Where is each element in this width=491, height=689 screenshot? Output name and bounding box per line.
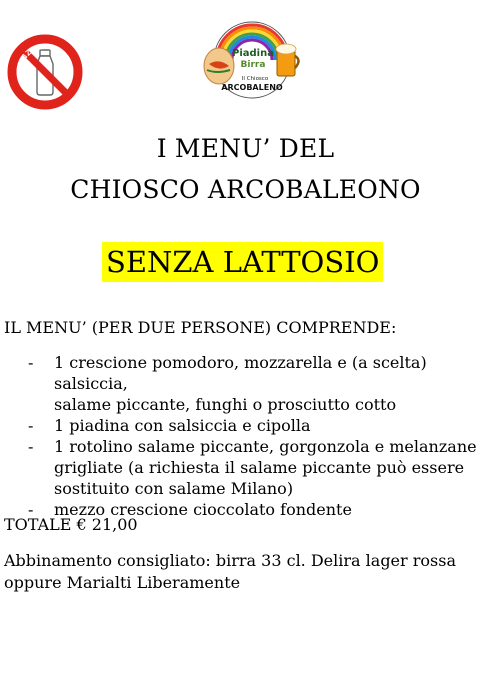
- menu-item-line: sostituito con salame Milano): [54, 479, 294, 498]
- total-price: TOTALE € 21,00: [4, 515, 138, 534]
- logo-name-line1: Piadina: [232, 48, 274, 59]
- logo-small-text: Il Chiosco: [241, 76, 269, 82]
- page-title-line2: CHIOSCO ARCOBALEONO: [70, 175, 421, 204]
- menu-item: [0, 415, 491, 436]
- logo-brand: ARCOBALENO: [221, 83, 283, 92]
- menu-item-text: [54, 436, 488, 499]
- menu-item-line: 1 rotolino salame piccante, gorgonzola e melanzane: [54, 437, 477, 456]
- menu-item: [0, 436, 491, 499]
- menu-item-text: [54, 352, 488, 415]
- rainbow-piadina-beer-logo: [197, 14, 307, 100]
- pairing-line: oppure Marialti Liberamente: [4, 573, 241, 592]
- menu-item-line: grigliate (a richiesta il salame piccante può essere: [54, 458, 465, 477]
- menu-heading: IL MENU’ (PER DUE PERSONE) COMPRENDE:: [4, 318, 397, 337]
- menu-item-line: 1 crescione pomodoro, mozzarella e (a scelta) salsiccia,: [54, 353, 427, 393]
- list-dash: -: [28, 437, 34, 456]
- logo-name-line2: Birra: [240, 60, 266, 70]
- menu-item-line: mezzo crescione cioccolato fondente: [54, 500, 352, 519]
- list-dash: -: [28, 416, 34, 435]
- page-title-line1: I MENU’ DEL: [156, 134, 335, 163]
- list-dash: -: [28, 500, 34, 519]
- menu-items-list: [0, 352, 491, 520]
- pairing-suggestion: [4, 550, 474, 594]
- senza-lattosio-badge: [7, 34, 83, 110]
- menu-item: [0, 352, 491, 415]
- list-dash: -: [28, 353, 34, 372]
- menu-item-line: 1 piadina con salsiccia e cipolla: [54, 416, 311, 435]
- senza-lattosio-heading: SENZA LATTOSIO: [102, 242, 383, 282]
- menu-item-line: salame piccante, funghi o prosciutto cotto: [54, 395, 397, 414]
- pairing-line: Abbinamento consigliato: birra 33 cl. Delira lager rossa: [4, 551, 456, 570]
- crossed-out-milk-bottle-icon: [7, 34, 83, 110]
- badge-text: SENZA LATTOSIO: [14, 41, 76, 73]
- chiosco-logo: [197, 14, 307, 100]
- menu-item-text: [54, 415, 488, 436]
